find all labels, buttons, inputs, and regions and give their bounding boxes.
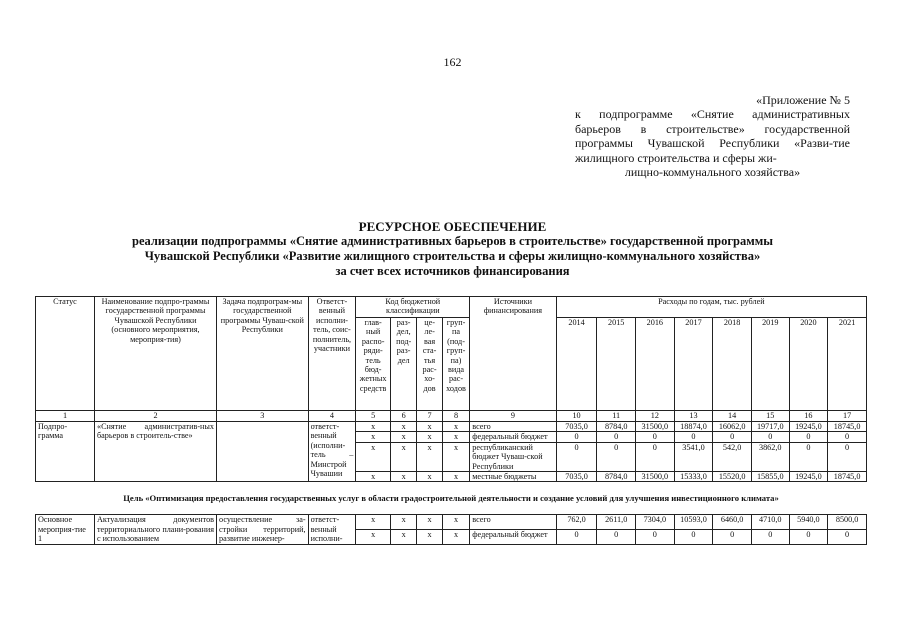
goal-text: Цель «Оптимизация предоставления государственных услуг в области градостроительной деятельности и создание условий для улучшения инвестиционного климата» [36,482,867,515]
value-cell: 0 [713,432,752,442]
subprogram-task [217,422,309,482]
hdr-section: раз-дел, под-раз-дел [390,318,416,411]
code-cell: x [390,432,416,442]
value-cell: 18745,0 [828,472,867,482]
hdr-task: Задача подпрограм-мы государственной программы Чуваш-ской Республики [217,297,309,411]
source-cell: всего [470,515,556,530]
value-cell: 19717,0 [751,422,789,432]
hdr-year: 2019 [751,318,789,411]
heading-line-2: реализации подпрограммы «Снятие административных барьеров в строительстве» государственной программы [132,234,773,248]
value-cell: 31500,0 [636,422,675,432]
source-cell: всего [470,422,556,432]
value-cell: 0 [828,442,867,471]
value-cell: 3862,0 [751,442,789,471]
value-cell: 15855,0 [751,472,789,482]
code-cell: x [390,472,416,482]
col-number: 10 [556,411,597,422]
measure-status: Основное мероприя-тие 1 [36,515,95,544]
col-number: 16 [789,411,828,422]
value-cell: 0 [789,432,828,442]
code-cell: x [356,432,391,442]
hdr-budget-code: Код бюджетной классификации [356,297,470,318]
code-cell: x [417,422,442,432]
value-cell: 0 [713,530,752,545]
value-cell: 0 [636,442,675,471]
value-cell: 0 [556,442,597,471]
col-number: 11 [597,411,636,422]
value-cell: 31500,0 [636,472,675,482]
value-cell: 0 [556,530,597,545]
col-number: 14 [713,411,752,422]
measure-task: осуществление за-стройки территорий, развитие инженер- [217,515,309,544]
value-cell: 18745,0 [828,422,867,432]
col-number: 2 [94,411,216,422]
appendix-body: к подпрограмме «Снятие административных барьеров в строительстве» государственной программы Чувашской Республики «Разви-тие жилищного строительства и сферы жи- [575,107,850,165]
value-cell: 2611,0 [597,515,636,530]
value-cell: 4710,0 [751,515,789,530]
column-number-row [36,411,867,422]
table-row [36,422,867,432]
code-cell: x [390,515,416,530]
code-cell: x [356,472,391,482]
heading-line-4: за счет всех источников финансирования [335,264,570,278]
code-cell: x [442,422,469,432]
appendix-last-line: лищно-коммунального хозяйства» [624,165,801,180]
value-cell: 0 [828,432,867,442]
value-cell: 5940,0 [789,515,828,530]
table-row [36,515,867,530]
code-cell: x [417,442,442,471]
value-cell: 8784,0 [597,472,636,482]
value-cell: 10593,0 [674,515,713,530]
value-cell: 16062,0 [713,422,752,432]
appendix-line-1: «Приложение № 5 [756,93,850,107]
col-number: 7 [417,411,442,422]
col-number: 3 [217,411,309,422]
goal-row [36,482,867,515]
document-heading [0,219,905,279]
value-cell: 7304,0 [636,515,675,530]
col-number: 9 [470,411,556,422]
code-cell: x [417,472,442,482]
value-cell: 15520,0 [713,472,752,482]
value-cell: 7035,0 [556,472,597,482]
value-cell: 542,0 [713,442,752,471]
hdr-status: Статус [36,297,95,411]
measure-name: Актуализация документов территориального плани-рования с использованием [94,515,216,544]
value-cell: 3541,0 [674,442,713,471]
hdr-grbs: глав-ный распо-ряди-тель бюд-жетных средств [356,318,391,411]
code-cell: x [356,515,391,530]
col-number: 5 [356,411,391,422]
hdr-year: 2015 [597,318,636,411]
value-cell: 0 [636,530,675,545]
hdr-year: 2020 [789,318,828,411]
hdr-year: 2018 [713,318,752,411]
value-cell: 19245,0 [789,422,828,432]
hdr-target: це-ле-вая ста-тья рас-хо-дов [417,318,442,411]
code-cell: x [356,442,391,471]
subprogram-status: Подпро-грамма [36,422,95,482]
value-cell: 7035,0 [556,422,597,432]
value-cell: 0 [828,530,867,545]
hdr-expenses: Расходы по годам, тыс. рублей [556,297,866,318]
hdr-year: 2014 [556,318,597,411]
hdr-responsible: Ответст-венный исполни-тель, соис-полнитель, участники [308,297,356,411]
col-number: 12 [636,411,675,422]
value-cell: 6460,0 [713,515,752,530]
value-cell: 0 [789,442,828,471]
value-cell: 0 [674,432,713,442]
col-number: 1 [36,411,95,422]
code-cell: x [442,432,469,442]
value-cell: 0 [597,530,636,545]
source-cell: местные бюджеты [470,472,556,482]
hdr-name: Наименование подпро-граммы государственной программы Чувашской Республики (основного мероприятия, мероприя-тия) [94,297,216,411]
value-cell: 15333,0 [674,472,713,482]
code-cell: x [417,515,442,530]
value-cell: 8784,0 [597,422,636,432]
col-number: 8 [442,411,469,422]
code-cell: x [390,442,416,471]
col-number: 17 [828,411,867,422]
col-number: 13 [674,411,713,422]
source-cell: республиканский бюджет Чуваш-ской Республики [470,442,556,471]
value-cell: 8500,0 [828,515,867,530]
subprogram-responsible: ответст-венный (исполни-тель – Минстрой Чувашии [308,422,356,482]
value-cell: 0 [636,432,675,442]
value-cell: 0 [597,442,636,471]
code-cell: x [390,530,416,545]
col-number: 4 [308,411,356,422]
measure-responsible: ответст-венный исполни- [308,515,356,544]
heading-line-3: Чувашской Республики «Развитие жилищного строительства и сферы жилищно-коммунального хозяйства» [144,249,761,263]
code-cell: x [442,442,469,471]
header-row-1 [36,297,867,318]
value-cell: 0 [789,530,828,545]
code-cell: x [390,422,416,432]
code-cell: x [442,472,469,482]
hdr-year: 2021 [828,318,867,411]
document-title: РЕСУРСНОЕ ОБЕСПЕЧЕНИЕ [358,219,547,234]
hdr-group: груп-па (под-груп-па) вида рас-ходов [442,318,469,411]
subprogram-name: «Снятие административ-ных барьеров в строитель-стве» [94,422,216,482]
code-cell: x [442,515,469,530]
value-cell: 0 [556,432,597,442]
hdr-sources: Источники финансирования [470,297,556,411]
page-number: 162 [443,55,462,69]
col-number: 15 [751,411,789,422]
source-cell: федеральный бюджет [470,432,556,442]
resource-table [35,296,867,545]
source-cell: федеральный бюджет [470,530,556,545]
hdr-year: 2016 [636,318,675,411]
code-cell: x [442,530,469,545]
value-cell: 19245,0 [789,472,828,482]
value-cell: 0 [751,530,789,545]
hdr-year: 2017 [674,318,713,411]
value-cell: 0 [674,530,713,545]
col-number: 6 [390,411,416,422]
code-cell: x [417,432,442,442]
value-cell: 0 [597,432,636,442]
value-cell: 762,0 [556,515,597,530]
value-cell: 18874,0 [674,422,713,432]
code-cell: x [417,530,442,545]
code-cell: x [356,422,391,432]
value-cell: 0 [751,432,789,442]
appendix-note [575,93,850,179]
code-cell: x [356,530,391,545]
